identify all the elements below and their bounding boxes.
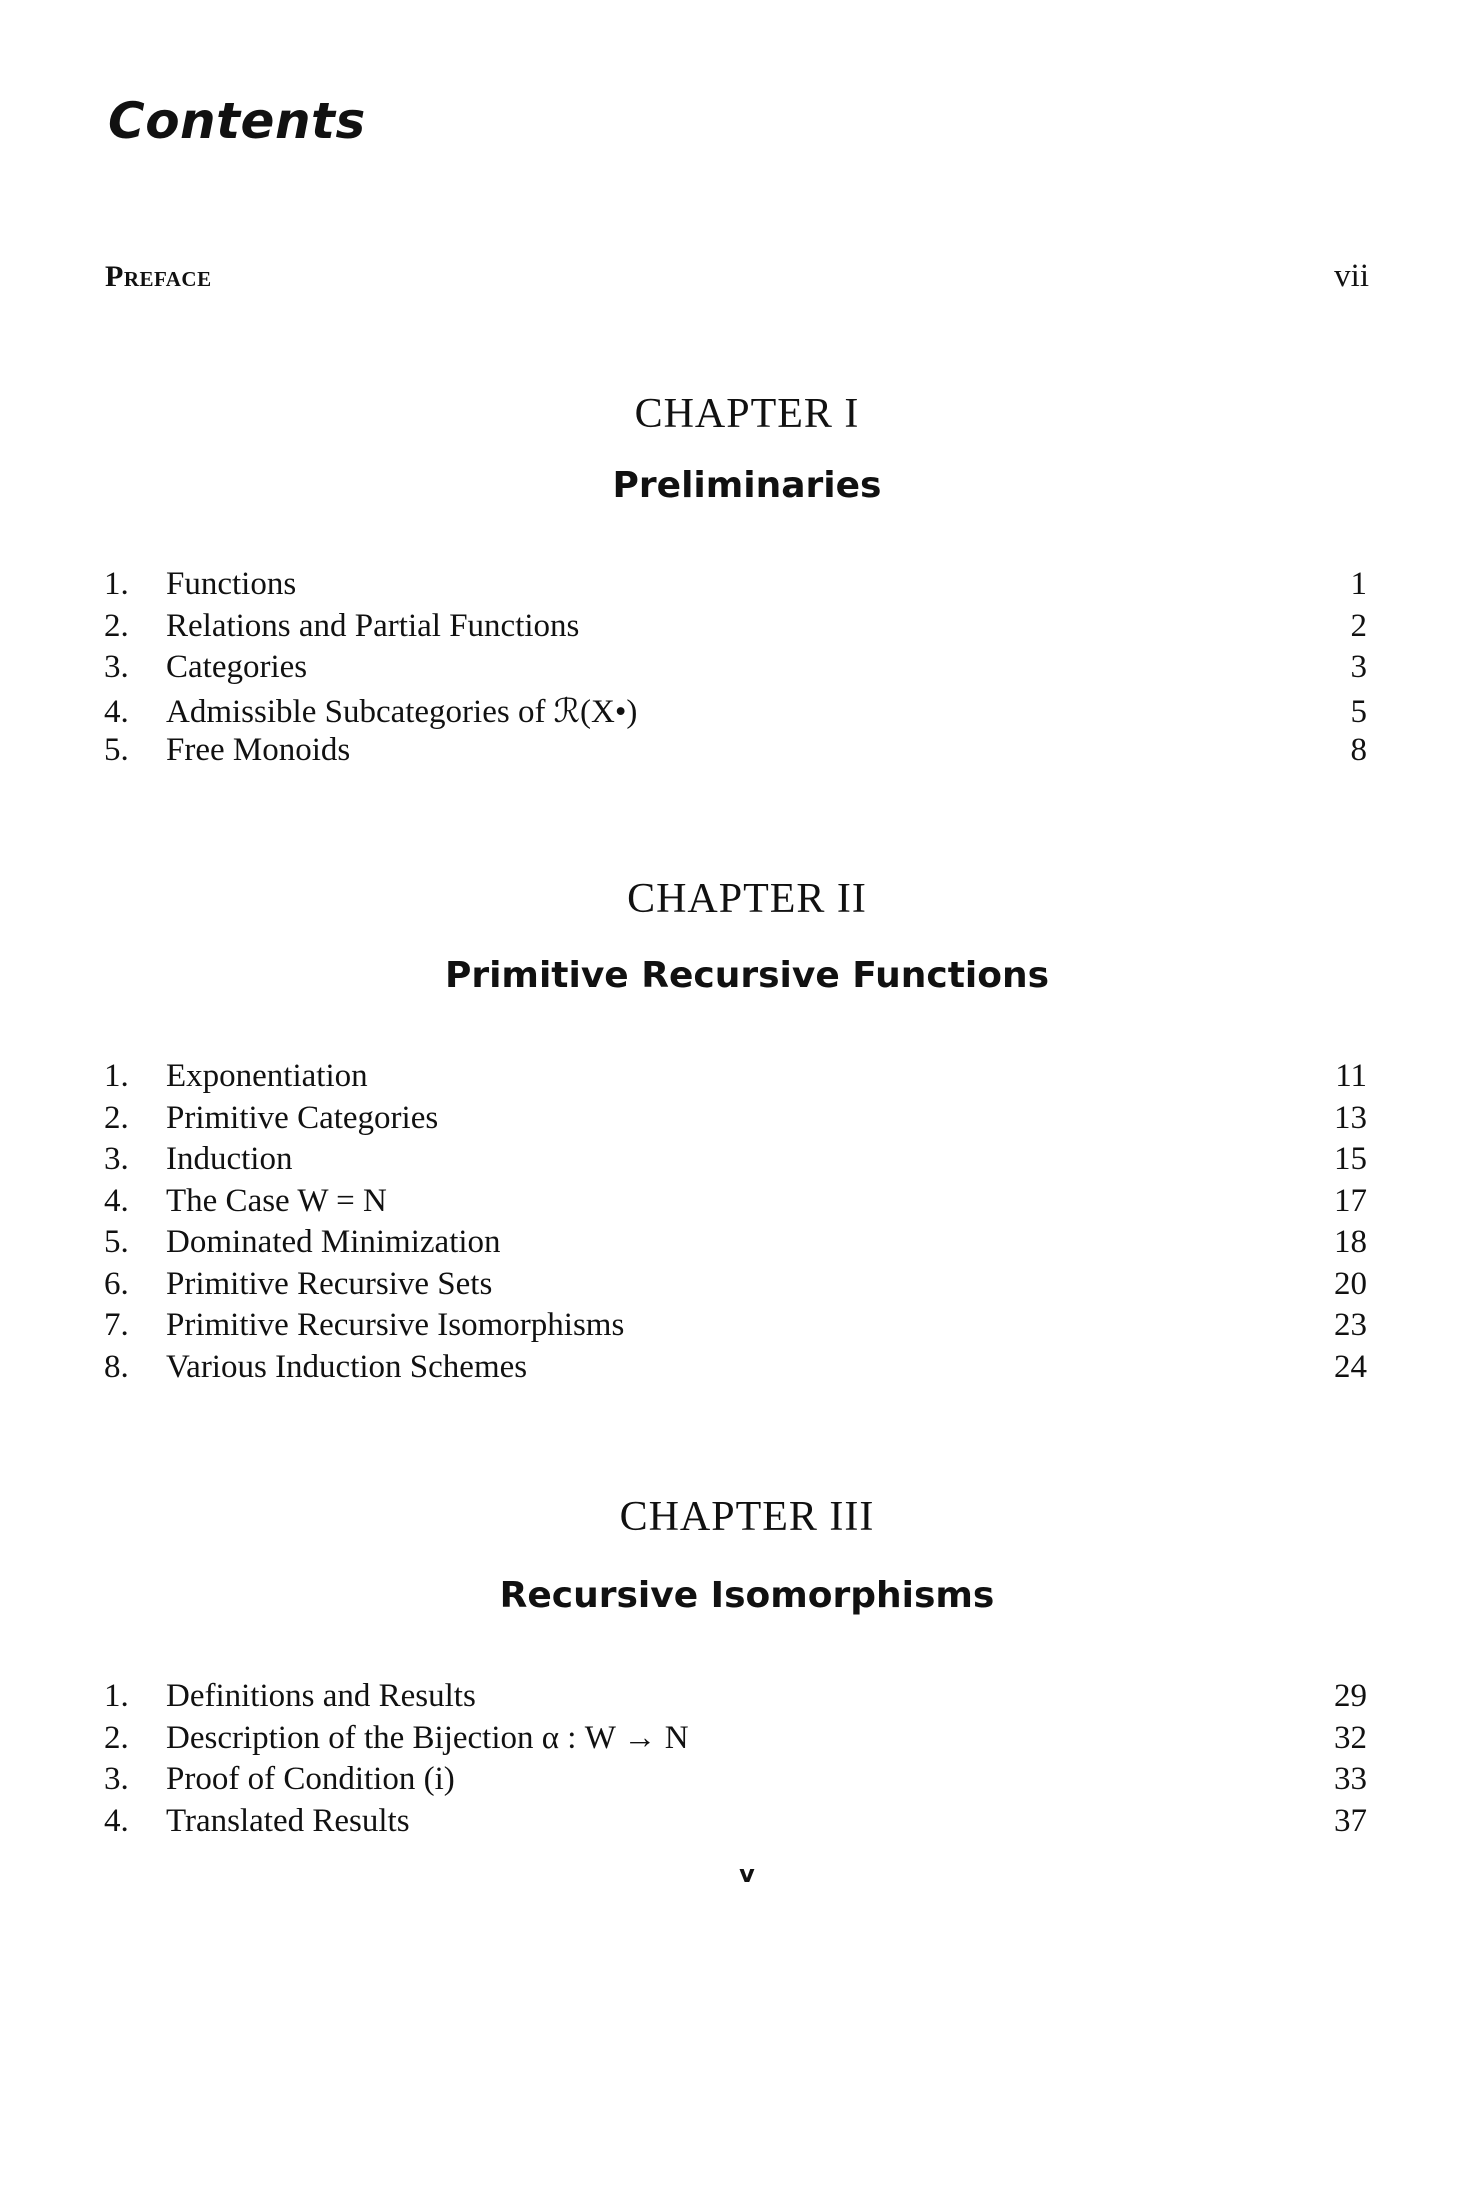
toc-entry[interactable] (100, 1803, 1367, 1845)
section-page-number: 29 (1334, 1678, 1367, 1714)
section-page-number: 2 (1350, 607, 1367, 644)
toc-entry[interactable] (100, 566, 1367, 608)
section-number: 7. (104, 1307, 129, 1343)
section-number: 4. (104, 1802, 129, 1839)
section-number: 1. (104, 1678, 129, 1714)
section-number: 3. (104, 1141, 129, 1177)
toc-entry[interactable] (100, 649, 1367, 691)
toc-entry[interactable] (100, 1761, 1367, 1803)
section-title: Primitive Categories (166, 1099, 439, 1136)
section-title: Free Monoids (166, 732, 351, 768)
section-title: Exponentiation (166, 1058, 368, 1094)
section-page-number: 13 (1334, 1099, 1367, 1136)
chapter-2-title: Primitive Recursive Functions (444, 955, 1050, 996)
section-title: Translated Results (166, 1802, 410, 1839)
toc-entry[interactable] (100, 1720, 1367, 1762)
chapter-3-number: CHAPTER III (619, 1494, 875, 1540)
section-title: Induction (166, 1141, 293, 1177)
chapter-1-section-list (100, 566, 1367, 774)
section-title: Various Induction Schemes (166, 1348, 528, 1385)
section-page-number: 8 (1350, 732, 1367, 768)
toc-entry[interactable] (100, 1678, 1367, 1720)
page-folio: v (739, 1860, 755, 1888)
section-title: Categories (166, 649, 308, 685)
chapter-1-title: Preliminaries (612, 465, 882, 506)
toc-entry[interactable] (100, 1141, 1367, 1183)
section-page-number: 1 (1350, 566, 1367, 602)
section-number: 2. (104, 607, 129, 644)
section-page-number: 20 (1334, 1265, 1367, 1302)
section-title: Functions (166, 566, 297, 602)
preface-label: Preface (105, 260, 212, 293)
section-title: Description of the Bijection α : W → N (166, 1719, 689, 1756)
chapter-2-section-list (100, 1058, 1367, 1390)
section-page-number: 32 (1334, 1719, 1367, 1756)
section-title: Proof of Condition (i) (166, 1761, 455, 1797)
toc-entry[interactable] (100, 1349, 1367, 1391)
section-title: Admissible Subcategories of ℛ(X•) (166, 693, 638, 730)
section-page-number: 5 (1350, 693, 1367, 730)
section-page-number: 37 (1334, 1802, 1367, 1839)
section-number: 2. (104, 1719, 129, 1756)
section-title: The Case W = N (166, 1182, 387, 1219)
section-page-number: 11 (1335, 1058, 1367, 1094)
section-number: 5. (104, 1224, 129, 1260)
preface-page-number: vii (1334, 258, 1369, 294)
toc-entry[interactable] (100, 732, 1367, 774)
section-number: 4. (104, 1182, 129, 1219)
toc-entry[interactable] (100, 1100, 1367, 1142)
section-title: Definitions and Results (166, 1678, 476, 1714)
section-title: Dominated Minimization (166, 1224, 501, 1260)
preface-entry[interactable] (105, 258, 1369, 295)
section-page-number: 33 (1334, 1761, 1367, 1797)
section-page-number: 23 (1334, 1307, 1367, 1343)
section-number: 1. (104, 566, 129, 602)
section-number: 2. (104, 1099, 129, 1136)
chapter-2-number: CHAPTER II (627, 876, 867, 922)
section-page-number: 15 (1334, 1141, 1367, 1177)
chapter-1-number: CHAPTER I (634, 391, 860, 437)
section-title: Primitive Recursive Isomorphisms (166, 1307, 625, 1343)
toc-entry[interactable] (100, 1058, 1367, 1100)
page-title: Contents (108, 92, 366, 150)
toc-entry[interactable] (100, 1307, 1367, 1349)
section-number: 8. (104, 1348, 129, 1385)
section-page-number: 24 (1334, 1348, 1367, 1385)
section-title: Relations and Partial Functions (166, 607, 580, 644)
chapter-3-title: Recursive Isomorphisms (499, 1575, 995, 1616)
toc-entry[interactable] (100, 691, 1367, 733)
section-number: 1. (104, 1058, 129, 1094)
section-number: 4. (104, 693, 129, 730)
chapter-3-section-list (100, 1678, 1367, 1844)
toc-entry[interactable] (100, 1183, 1367, 1225)
toc-entry[interactable] (100, 608, 1367, 650)
section-title: Primitive Recursive Sets (166, 1265, 493, 1302)
section-page-number: 18 (1334, 1224, 1367, 1260)
section-number: 3. (104, 1761, 129, 1797)
section-page-number: 3 (1350, 649, 1367, 685)
section-number: 5. (104, 732, 129, 768)
section-number: 6. (104, 1265, 129, 1302)
toc-entry[interactable] (100, 1224, 1367, 1266)
toc-entry[interactable] (100, 1266, 1367, 1308)
section-number: 3. (104, 649, 129, 685)
section-page-number: 17 (1334, 1182, 1367, 1219)
